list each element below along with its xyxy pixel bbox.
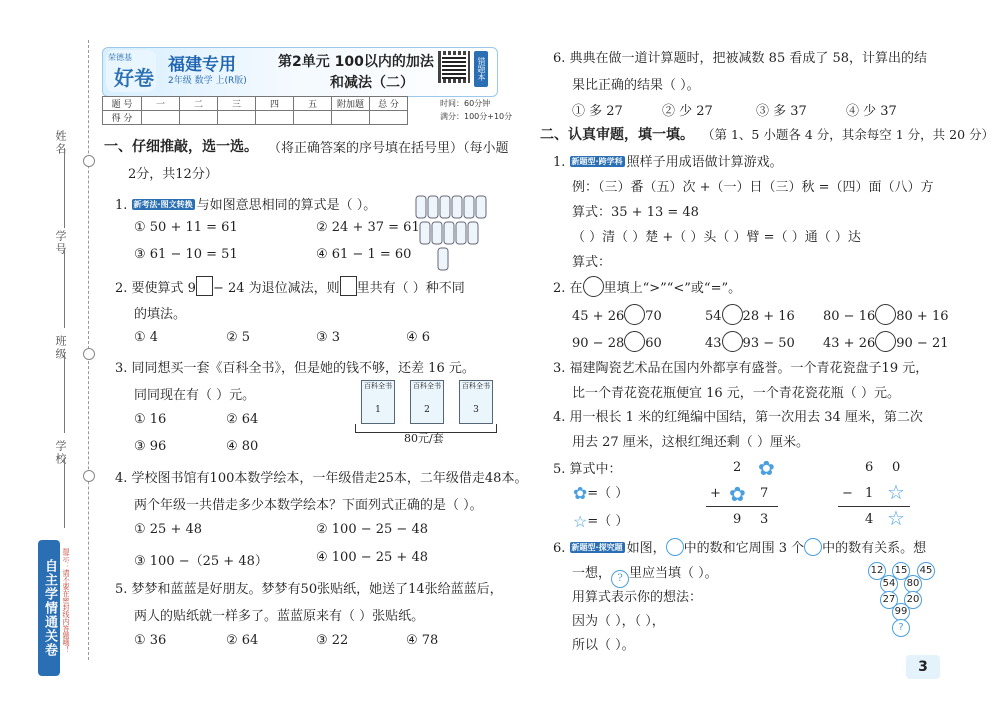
q5-text-2: 两人的贴纸就一样多了。蓝蓝原来有（ ）张贴纸。 [134, 609, 425, 624]
bundled-sticks-figure [410, 190, 490, 272]
question-3: 3. 同同想买一套《百科全书》，但是她的钱不够，还差 16 元。 [115, 361, 475, 376]
question-2: 2. 要使算式 9 − 24 为退位减法，则 里共有（ ）种不同 [115, 276, 465, 296]
q2-option-2[interactable]: ② 5 [226, 330, 251, 345]
score-cell: 总 分 [370, 97, 408, 111]
v-add-operator: + [710, 486, 721, 501]
book-icon: 百科全书 2 [410, 380, 444, 424]
score-input[interactable] [256, 111, 294, 125]
compare-circle [583, 276, 604, 297]
logo-text: 好卷 [114, 66, 154, 90]
digit-box[interactable] [196, 276, 213, 296]
pyramid-circle: 80 [904, 575, 922, 593]
section2-note: （第 1、5 小题各 4 分，其余每空 1 分，共 20 分） [702, 127, 995, 142]
binding-hole [83, 470, 95, 482]
number-pyramid [860, 560, 950, 636]
school-field[interactable]: 学校 [54, 440, 67, 466]
id-field[interactable]: 学号 [54, 230, 67, 256]
section1-note2: 2分，共12分） [128, 167, 218, 182]
grade-label: 2年级 数学 上(R版) [168, 76, 247, 86]
question-5: 5. 梦梦和蓝蓝是好朋友。梦梦有50张贴纸，她送了14张给蓝蓝后， [115, 582, 503, 597]
pyramid-unknown: ? [892, 619, 910, 637]
question-1: 1. 新考法·图文转换 与如图意思相同的算式是（ ）。 [115, 198, 377, 213]
v-sub-top-tens: 6 [865, 460, 874, 475]
section2-title: 二、认真审题，填一填。 [540, 127, 694, 143]
fill-question-6: 6. 新题型·探究题 如图， 中的数和它周围 3 个 中的数有关系。想 [553, 537, 926, 556]
full-score: 满分：100分+10分 [440, 112, 513, 121]
q6-option-3[interactable]: ③ 多 37 [756, 104, 807, 119]
circle-icon [666, 538, 684, 556]
q1-option-1[interactable]: ① 50 + 11 = 61 [134, 220, 238, 235]
compare-a: 45 + 26 70 [572, 304, 662, 325]
score-input[interactable] [332, 111, 370, 125]
q2-option-4[interactable]: ④ 6 [406, 330, 431, 345]
pyramid-circle: 15 [892, 562, 910, 580]
score-input[interactable] [142, 111, 180, 125]
compare-circle[interactable] [722, 304, 743, 325]
score-cell: 题 号 [103, 97, 142, 111]
flower-icon: ✿ [729, 482, 746, 506]
logo-small-text: 荣德基 [108, 53, 132, 62]
star-icon: ☆ [887, 480, 905, 504]
q1-option-3[interactable]: ③ 61 − 10 = 51 [134, 247, 238, 262]
q3-option-2[interactable]: ② 64 [226, 412, 259, 427]
fill-question-2: 2. 在 里填上“>”“<”或“=”。 [553, 276, 741, 297]
book-price: 80元/套 [404, 432, 444, 445]
q1-option-4[interactable]: ④ 61 − 1 = 60 [316, 247, 412, 262]
binding-hole [83, 155, 95, 167]
v-add-top-digit: 2 [733, 460, 742, 475]
v-add-result-tens: 9 [733, 512, 742, 527]
r3-text-2: 比一个青花瓷花瓶便宜 16 元，一个青花瓷花瓶（ ）元。 [572, 386, 900, 401]
id-underline [64, 248, 65, 328]
book-icon: 百科全书 3 [459, 380, 493, 424]
q6-option-2[interactable]: ② 少 27 [662, 104, 713, 119]
compare-f: 43 + 26 90 − 21 [823, 331, 949, 352]
compare-circle[interactable] [624, 304, 645, 325]
new-tag: 新考法·图文转换 [133, 200, 193, 209]
pyramid-circle: 54 [880, 575, 898, 593]
r6-text-2: 一想， ? 里应当填（ ）。 [572, 562, 718, 588]
score-input[interactable] [218, 111, 256, 125]
brand-title: 福建专用 [168, 55, 236, 75]
pyramid-circle: 20 [904, 591, 922, 609]
q5-option-1[interactable]: ① 36 [134, 633, 167, 648]
q5-option-3[interactable]: ③ 22 [316, 633, 349, 648]
score-cell: 一 [142, 97, 180, 111]
q5-option-2[interactable]: ② 64 [226, 633, 259, 648]
r1-example: 例：（三）番（五）次 +（一）日（三）秋 =（四）面（八）方 [572, 180, 934, 195]
compare-circle[interactable] [722, 331, 743, 352]
class-underline [64, 353, 65, 433]
fill-question-3: 3. 福建陶瓷艺术品在国内外都享有盛誉。一个青花瓷盘子19 元， [553, 361, 929, 376]
r1-formula-label: 算式： [572, 255, 612, 270]
r1-example-formula: 算式：35 + 13 = 48 [572, 205, 699, 220]
pyramid-circle: 45 [917, 562, 935, 580]
question-4: 4. 学校图书馆有100本数学绘本，一年级借走25本，二年级借走48本。 [115, 471, 528, 486]
compare-d: 90 − 28 60 [572, 331, 662, 352]
score-cell: 三 [218, 97, 256, 111]
v-sub-result-tens: 4 [865, 512, 874, 527]
score-input[interactable] [370, 111, 408, 125]
v-add-result-ones: 3 [760, 512, 769, 527]
score-header-row [103, 97, 408, 111]
compare-b: 54 28 + 16 [705, 304, 795, 325]
exam-time-info [440, 97, 512, 123]
score-cell: 二 [180, 97, 218, 111]
q2-text-2: 的填法。 [134, 307, 187, 322]
q4-option-2[interactable]: ② 100 − 25 − 48 [316, 522, 428, 537]
school-underline [64, 458, 65, 528]
binding-hole [83, 348, 95, 360]
star-answer: ☆=（ ） [573, 512, 629, 531]
pyramid-circle: 27 [880, 591, 898, 609]
question-circle-icon: ? [611, 570, 629, 588]
q3-option-4[interactable]: ④ 80 [226, 439, 259, 454]
question-6: 6. 典典在做一道计算题时，把被减数 85 看成了 58，计算出的结 [553, 51, 928, 66]
time-limit: 时间：60分钟 [440, 99, 491, 108]
q1-option-2[interactable]: ② 24 + 37 = 61 [316, 220, 420, 235]
score-cell: 五 [294, 97, 332, 111]
unit-title-line2: 和减法（二） [330, 75, 414, 91]
name-underline [64, 148, 65, 228]
qr-code-inner [442, 55, 466, 79]
q3-option-1[interactable]: ① 16 [134, 412, 167, 427]
q6-option-4[interactable]: ④ 少 37 [846, 104, 897, 119]
book-icon: 百科全书 1 [361, 380, 395, 424]
fill-question-5: 5. 算式中： [553, 462, 622, 477]
badge-note: 提示：请不要在密封线内答题哦！ [62, 548, 70, 653]
q3-option-3[interactable]: ③ 96 [134, 439, 167, 454]
v-sub-mid-digit: 1 [865, 486, 874, 501]
flower-answer: ✿=（ ） [573, 484, 629, 504]
unit-title-line1: 第2单元 100以内的加法 [278, 54, 434, 70]
r6-therefore[interactable]: 所以（ ）。 [572, 638, 635, 653]
score-cell: 附加题 [332, 97, 370, 111]
compare-circle[interactable] [624, 331, 645, 352]
class-field[interactable]: 班级 [54, 335, 67, 361]
new-tag: 新题型·跨学科 [571, 157, 623, 166]
score-cell: 四 [256, 97, 294, 111]
q4-option-1[interactable]: ① 25 + 48 [134, 522, 203, 537]
star-icon: ☆ [887, 506, 905, 530]
q6-option-1[interactable]: ① 多 27 [572, 104, 623, 119]
circle-icon [804, 538, 822, 556]
r1-idiom-blanks[interactable]: （ ）清（ ）楚 +（ ）头（ ）臂 =（ ）通（ ）达 [572, 230, 861, 245]
pyramid-circle: 12 [868, 562, 886, 580]
v-sub-operator: − [842, 486, 853, 501]
star-icon: ☆ [573, 512, 588, 531]
v-add-line [706, 506, 778, 507]
name-field[interactable]: 姓名 [54, 130, 67, 156]
compare-circle[interactable] [875, 304, 896, 325]
fill-question-4: 4. 用一根长 1 米的红绳编中国结，第一次用去 34 厘米，第二次 [553, 410, 923, 425]
compare-c: 80 − 16 80 + 16 [823, 304, 949, 325]
q2-option-3[interactable]: ③ 3 [316, 330, 341, 345]
q5-option-4[interactable]: ④ 78 [406, 633, 439, 648]
q4-option-4[interactable]: ④ 100 − 25 + 48 [316, 550, 428, 565]
flower-icon: ✿ [758, 456, 775, 480]
r6-text-3: 用算式表示你的想法： [572, 590, 703, 605]
digit-box[interactable] [340, 276, 357, 296]
score-cell: 得 分 [103, 111, 142, 125]
q4-option-3[interactable]: ③ 100 −（25 + 48） [134, 554, 268, 569]
r6-because[interactable]: 因为（ ），（ ）， [572, 614, 665, 629]
pyramid-circle: 99 [892, 603, 910, 621]
mistake-book-tag: 错题本 [474, 51, 488, 87]
section1-note: （将正确答案的序号填在括号里）（每小题 [268, 141, 509, 156]
exam-badge: 自主学情通关卷 [38, 540, 60, 676]
v-sub-top-ones: 0 [892, 460, 901, 475]
q6-text-2: 果比正确的结果（ ）。 [572, 78, 700, 93]
section1-title: 一、仔细推敲，选一选。 [104, 139, 258, 155]
r4-text-2: 用去 27 厘米，这根红绳还剩（ ）厘米。 [572, 435, 809, 450]
new-tag: 新题型·探究题 [571, 543, 623, 552]
compare-circle[interactable] [875, 331, 896, 352]
v-add-mid-digit: 7 [760, 486, 769, 501]
score-input[interactable] [180, 111, 218, 125]
compare-e: 43 93 − 50 [705, 331, 795, 352]
q4-text-2: 两个年级一共借走多少本数学绘本？下面列式正确的是（ ）。 [134, 498, 483, 513]
q2-option-1[interactable]: ① 4 [134, 330, 159, 345]
page-number: 3 [906, 655, 940, 679]
q3-text-2: 同同现在有（ ）元。 [134, 388, 256, 403]
flower-icon: ✿ [573, 484, 588, 504]
score-table [102, 96, 408, 125]
score-input[interactable] [294, 111, 332, 125]
score-value-row [103, 111, 408, 125]
fill-question-1: 1. 新题型·跨学科 照样子用成语做计算游戏。 [553, 155, 783, 170]
